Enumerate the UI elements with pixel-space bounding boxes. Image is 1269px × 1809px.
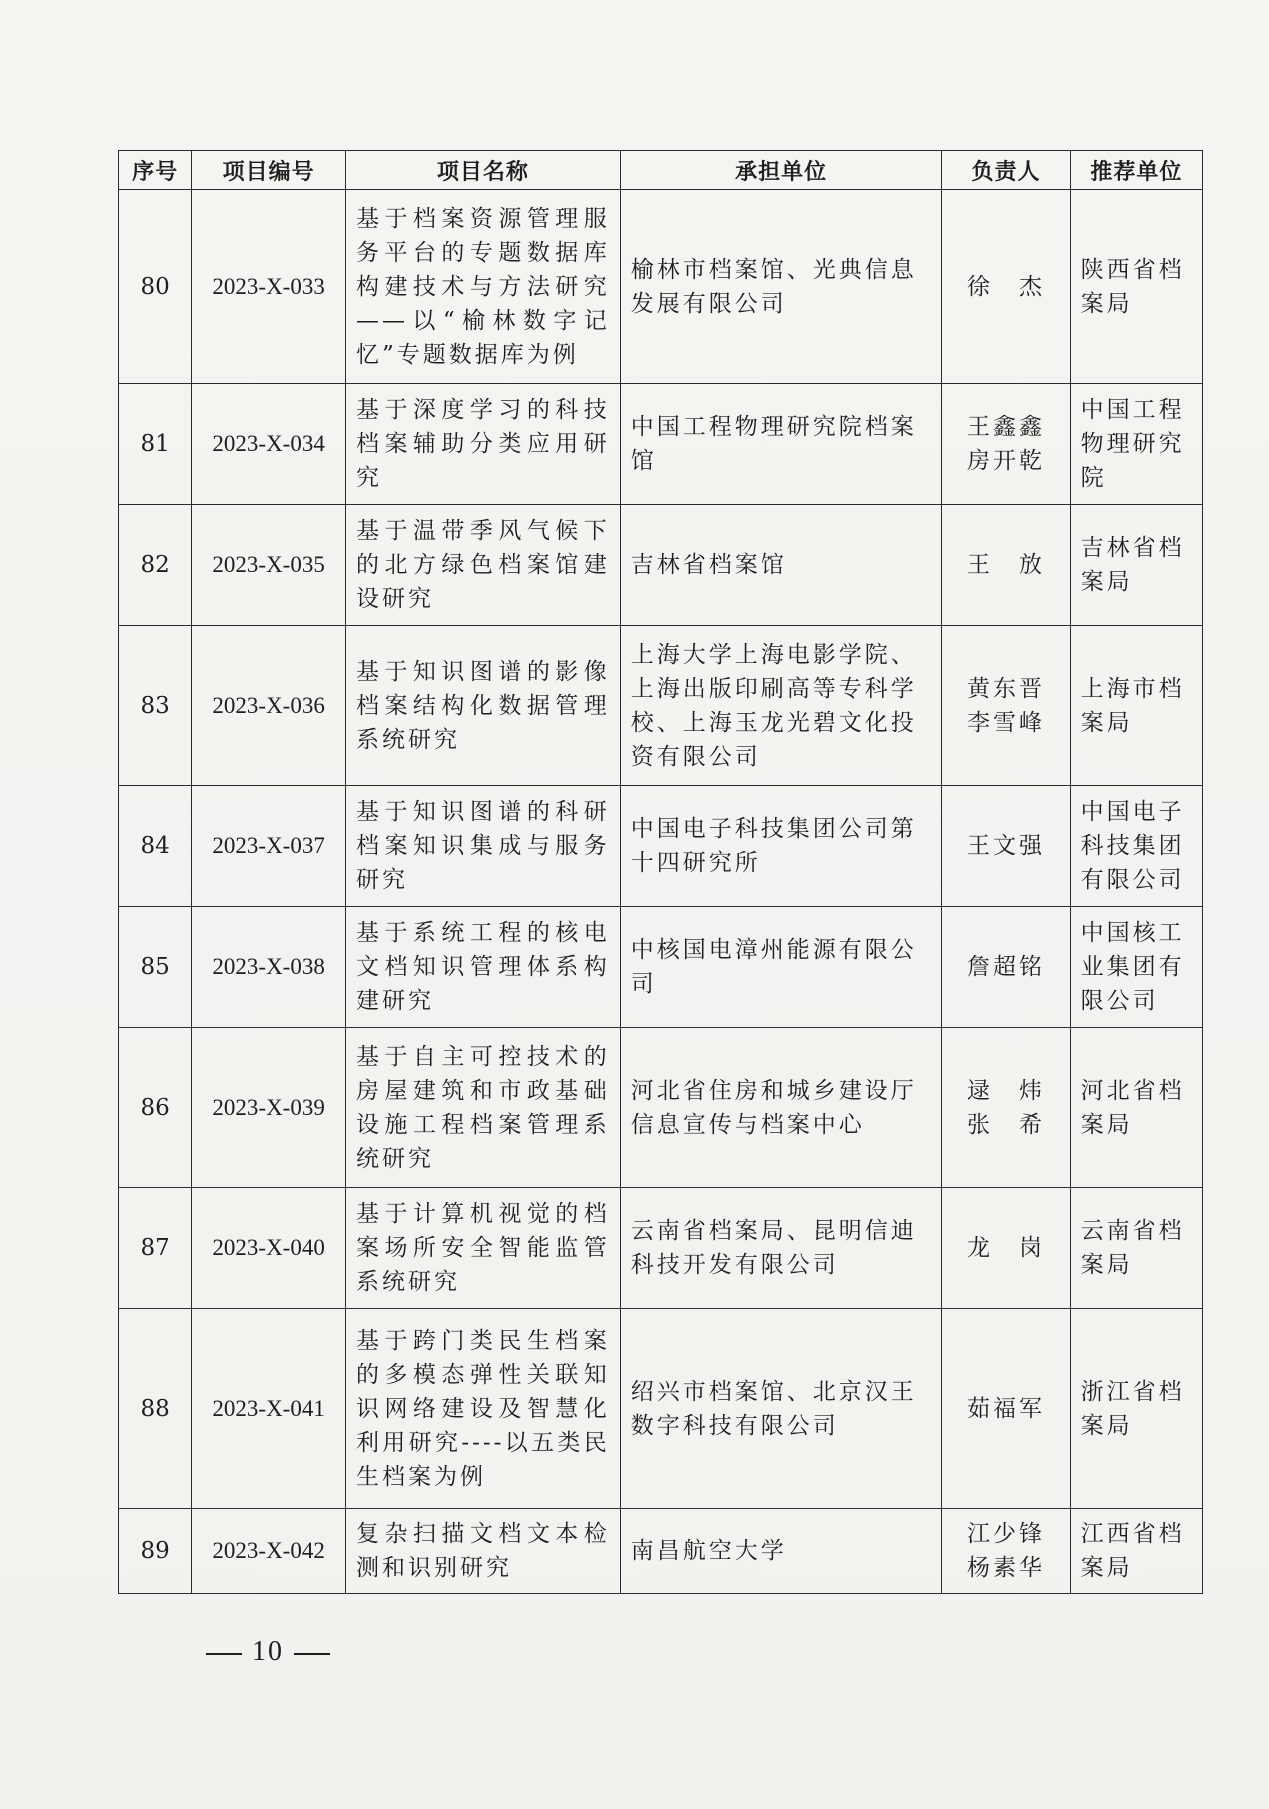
row-code: 2023-X-033	[192, 190, 346, 384]
leader-name: 房开乾	[967, 448, 1046, 474]
header-name: 项目名称	[345, 151, 620, 190]
table-row	[119, 190, 1203, 384]
header-leader: 负责人	[942, 151, 1070, 190]
footer-dash-left	[206, 1653, 242, 1655]
row-recommender: 中国核工业集团有限公司	[1070, 907, 1202, 1028]
row-project-name: 基于跨门类民生档案的多模态弹性关联知识网络建设及智慧化利用研究----以五类民生档案为例	[345, 1309, 620, 1509]
row-seq: 86	[119, 1028, 192, 1188]
row-code: 2023-X-042	[192, 1509, 346, 1594]
header-code: 项目编号	[192, 151, 346, 190]
leader-name: 詹超铭	[967, 954, 1046, 980]
row-recommender: 中国工程物理研究院	[1070, 384, 1202, 505]
row-project-name: 基于计算机视觉的档案场所安全智能监管系统研究	[345, 1188, 620, 1309]
leader-name: 龙 岗	[967, 1235, 1046, 1261]
row-unit: 河北省住房和城乡建设厅信息宣传与档案中心	[620, 1028, 942, 1188]
page-number: 10	[252, 1636, 284, 1667]
row-recommender: 中国电子科技集团有限公司	[1070, 786, 1202, 907]
table-header-row	[119, 151, 1203, 190]
row-unit: 中国工程物理研究院档案馆	[620, 384, 942, 505]
row-seq: 83	[119, 626, 192, 786]
leader-name: 张 希	[967, 1111, 1046, 1138]
table-row	[119, 786, 1203, 907]
leader-name: 黄东晋	[967, 675, 1046, 702]
row-recommender: 浙江省档案局	[1070, 1309, 1202, 1509]
leader-name: 茹福军	[967, 1395, 1046, 1422]
row-unit: 吉林省档案馆	[620, 505, 942, 626]
row-seq: 82	[119, 505, 192, 626]
row-seq: 84	[119, 786, 192, 907]
header-unit: 承担单位	[620, 151, 942, 190]
row-recommender: 陕西省档案局	[1070, 190, 1202, 384]
row-code: 2023-X-039	[192, 1028, 346, 1188]
row-project-name: 基于深度学习的科技档案辅助分类应用研究	[345, 384, 620, 505]
table-row	[119, 1509, 1203, 1594]
table-row	[119, 626, 1203, 786]
row-recommender: 江西省档案局	[1070, 1509, 1202, 1594]
leader-name: 逯 炜	[967, 1077, 1046, 1104]
row-code: 2023-X-034	[192, 384, 346, 505]
row-recommender: 云南省档案局	[1070, 1188, 1202, 1309]
row-seq: 88	[119, 1309, 192, 1509]
row-unit: 中核国电漳州能源有限公司	[620, 907, 942, 1028]
row-leader	[942, 907, 1070, 1028]
table-row	[119, 1309, 1203, 1509]
leader-name: 王文强	[967, 833, 1046, 859]
row-recommender: 河北省档案局	[1070, 1028, 1202, 1188]
row-project-name: 基于自主可控技术的房屋建筑和市政基础设施工程档案管理系统研究	[345, 1028, 620, 1188]
row-project-name: 基于温带季风气候下的北方绿色档案馆建设研究	[345, 505, 620, 626]
row-unit: 南昌航空大学	[620, 1509, 942, 1594]
header-recommender: 推荐单位	[1070, 151, 1202, 190]
footer-dash-right	[294, 1653, 330, 1655]
row-code: 2023-X-040	[192, 1188, 346, 1309]
row-code: 2023-X-035	[192, 505, 346, 626]
header-seq: 序号	[119, 151, 192, 190]
row-code: 2023-X-041	[192, 1309, 346, 1509]
table-row	[119, 505, 1203, 626]
row-unit: 绍兴市档案馆、北京汉王数字科技有限公司	[620, 1309, 942, 1509]
leader-name: 王鑫鑫	[967, 414, 1046, 440]
row-leader	[942, 626, 1070, 786]
row-unit: 上海大学上海电影学院、上海出版印刷高等专科学校、上海玉龙光碧文化投资有限公司	[620, 626, 942, 786]
row-seq: 89	[119, 1509, 192, 1594]
row-leader	[942, 384, 1070, 505]
page-footer	[196, 1636, 340, 1668]
row-leader	[942, 1028, 1070, 1188]
leader-name: 徐 杰	[967, 273, 1046, 300]
leader-name: 王 放	[967, 552, 1046, 578]
row-code: 2023-X-037	[192, 786, 346, 907]
row-code: 2023-X-038	[192, 907, 346, 1028]
row-leader	[942, 505, 1070, 626]
row-unit: 中国电子科技集团公司第十四研究所	[620, 786, 942, 907]
row-leader	[942, 786, 1070, 907]
row-project-name: 复杂扫描文档文本检测和识别研究	[345, 1509, 620, 1594]
row-seq: 80	[119, 190, 192, 384]
leader-name: 李雪峰	[967, 709, 1046, 736]
row-seq: 81	[119, 384, 192, 505]
row-seq: 85	[119, 907, 192, 1028]
row-unit: 榆林市档案馆、光典信息发展有限公司	[620, 190, 942, 384]
row-recommender: 吉林省档案局	[1070, 505, 1202, 626]
row-project-name: 基于知识图谱的影像档案结构化数据管理系统研究	[345, 626, 620, 786]
row-project-name: 基于档案资源管理服务平台的专题数据库构建技术与方法研究——以“榆林数字记忆”专题数据库为例	[345, 190, 620, 384]
row-project-name: 基于系统工程的核电文档知识管理体系构建研究	[345, 907, 620, 1028]
row-leader	[942, 190, 1070, 384]
table-row	[119, 1028, 1203, 1188]
project-table	[118, 150, 1203, 1594]
row-unit: 云南省档案局、昆明信迪科技开发有限公司	[620, 1188, 942, 1309]
table-row	[119, 1188, 1203, 1309]
table-row	[119, 907, 1203, 1028]
row-leader	[942, 1509, 1070, 1594]
row-code: 2023-X-036	[192, 626, 346, 786]
leader-name: 杨素华	[967, 1555, 1046, 1581]
table-row	[119, 384, 1203, 505]
row-recommender: 上海市档案局	[1070, 626, 1202, 786]
row-project-name: 基于知识图谱的科研档案知识集成与服务研究	[345, 786, 620, 907]
row-seq: 87	[119, 1188, 192, 1309]
row-leader	[942, 1309, 1070, 1509]
leader-name: 江少锋	[967, 1521, 1046, 1547]
row-leader	[942, 1188, 1070, 1309]
